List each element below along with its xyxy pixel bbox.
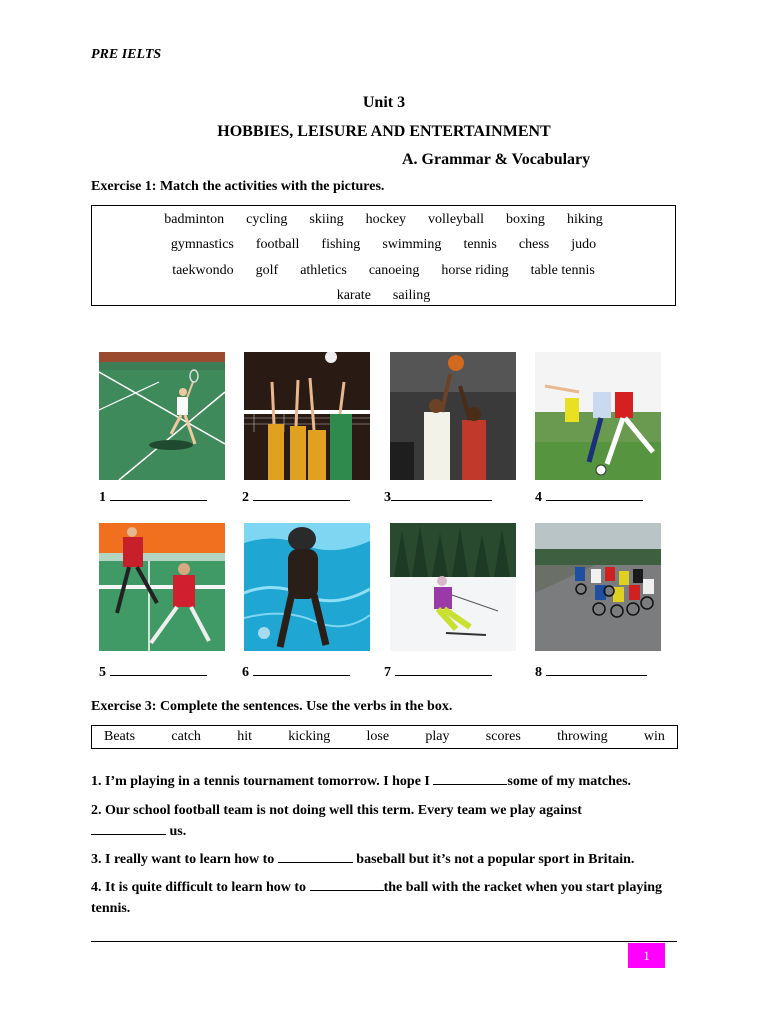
word-item: fishing xyxy=(321,237,361,253)
word-item: cycling xyxy=(246,211,288,227)
word-item: canoeing xyxy=(368,262,420,278)
word-item: skiing xyxy=(309,211,344,227)
verb-item: play xyxy=(425,729,450,744)
picture-7-skiing xyxy=(390,523,516,651)
verb-item: lose xyxy=(366,729,390,744)
picture-label xyxy=(384,664,492,681)
activities-word-box xyxy=(91,205,676,306)
answer-blank[interactable] xyxy=(391,489,492,501)
word-item: golf xyxy=(255,262,279,278)
picture-1-tennis xyxy=(99,352,225,480)
answer-blank[interactable] xyxy=(395,664,492,676)
picture-4-football xyxy=(535,352,661,480)
answer-blank[interactable] xyxy=(91,823,166,835)
picture-number: 7 xyxy=(384,665,391,680)
answer-blank[interactable] xyxy=(310,879,384,891)
unit-heading: Unit 3 xyxy=(362,94,406,111)
answer-blank[interactable] xyxy=(110,489,207,501)
word-item: swimming xyxy=(382,237,442,253)
picture-number: 3 xyxy=(384,490,391,505)
picture-2-volleyball xyxy=(244,352,370,480)
word-row xyxy=(98,258,669,284)
word-item: sailing xyxy=(392,288,431,304)
sentence-text-before: I really want to learn how to xyxy=(105,852,275,867)
word-item: hiking xyxy=(566,211,603,227)
sentence-text-after: some of my matches. xyxy=(507,774,632,789)
picture-number: 6 xyxy=(242,665,249,680)
verb-item: scores xyxy=(485,729,521,744)
picture-label xyxy=(99,664,207,681)
picture-number: 4 xyxy=(535,490,542,505)
picture-6-swimming xyxy=(244,523,370,651)
page-number: 1 xyxy=(628,943,665,968)
word-item: table tennis xyxy=(530,262,595,278)
sentence-number: 2. xyxy=(91,803,102,818)
picture-number: 2 xyxy=(242,490,249,505)
answer-blank[interactable] xyxy=(433,773,507,785)
picture-5-badminton xyxy=(99,523,225,651)
picture-label xyxy=(242,489,350,506)
picture-label xyxy=(535,664,647,681)
picture-label xyxy=(384,489,492,506)
word-item: hockey xyxy=(365,211,407,227)
word-item: karate xyxy=(336,288,371,304)
answer-blank[interactable] xyxy=(110,664,207,676)
verb-item: hit xyxy=(237,729,252,744)
answer-blank[interactable] xyxy=(546,664,647,676)
picture-number: 5 xyxy=(99,665,106,680)
word-row xyxy=(98,207,669,233)
sentence-2 xyxy=(91,800,691,842)
sentence-text-after: baseball but it’s not a popular sport in Britain. xyxy=(356,852,635,867)
picture-label xyxy=(242,664,350,681)
word-item: taekwondo xyxy=(172,262,234,278)
picture-8-cycling xyxy=(535,523,661,651)
word-item: football xyxy=(255,237,300,253)
word-item: judo xyxy=(571,237,597,253)
picture-label xyxy=(99,489,207,506)
sentence-number: 1. xyxy=(91,774,102,789)
exercise1-heading: Exercise 1: Match the activities with the pictures. xyxy=(91,179,385,194)
sentence-text-before: It is quite difficult to learn how to xyxy=(105,880,307,895)
sentence-3 xyxy=(91,849,691,870)
sentence-text-before: Our school football team is not doing well this term. Every team we play against xyxy=(105,803,582,818)
verb-item: catch xyxy=(171,729,201,744)
sentence-number: 3. xyxy=(91,852,102,867)
sentence-number: 4. xyxy=(91,880,102,895)
answer-blank[interactable] xyxy=(253,489,350,501)
sentence-text-after: us. xyxy=(169,824,187,839)
word-item: volleyball xyxy=(428,211,485,227)
sentence-4 xyxy=(91,877,691,919)
word-item: tennis xyxy=(463,237,497,253)
sentence-text-before: I’m playing in a tennis tournament tomorrow. I hope I xyxy=(105,774,430,789)
verb-item: kicking xyxy=(288,729,331,744)
unit-title: HOBBIES, LEISURE AND ENTERTAINMENT xyxy=(217,123,551,140)
verb-item: Beats xyxy=(104,729,136,744)
verb-item: win xyxy=(643,729,665,744)
section-heading: A. Grammar & Vocabulary xyxy=(402,151,591,168)
answer-blank[interactable] xyxy=(253,664,350,676)
word-item: horse riding xyxy=(441,262,509,278)
running-header: PRE IELTS xyxy=(91,47,162,62)
sentence-text-after: the ball with the racket when you start playing tennis. xyxy=(91,880,663,916)
word-item: chess xyxy=(518,237,550,253)
word-row xyxy=(98,284,669,310)
word-item: badminton xyxy=(164,211,225,227)
answer-blank[interactable] xyxy=(278,851,353,863)
picture-label xyxy=(535,489,643,506)
picture-3-basketball xyxy=(390,352,516,480)
word-item: gymnastics xyxy=(170,237,234,253)
exercise3-heading: Exercise 3: Complete the sentences. Use the verbs in the box. xyxy=(91,699,453,714)
answer-blank[interactable] xyxy=(546,489,643,501)
picture-number: 8 xyxy=(535,665,542,680)
verbs-word-box xyxy=(91,725,678,749)
word-item: boxing xyxy=(506,211,545,227)
word-row xyxy=(98,233,669,259)
word-item: athletics xyxy=(300,262,347,278)
picture-number: 1 xyxy=(99,490,106,505)
footer-divider xyxy=(91,941,677,942)
verb-item: throwing xyxy=(557,729,608,744)
sentence-1 xyxy=(91,771,691,792)
